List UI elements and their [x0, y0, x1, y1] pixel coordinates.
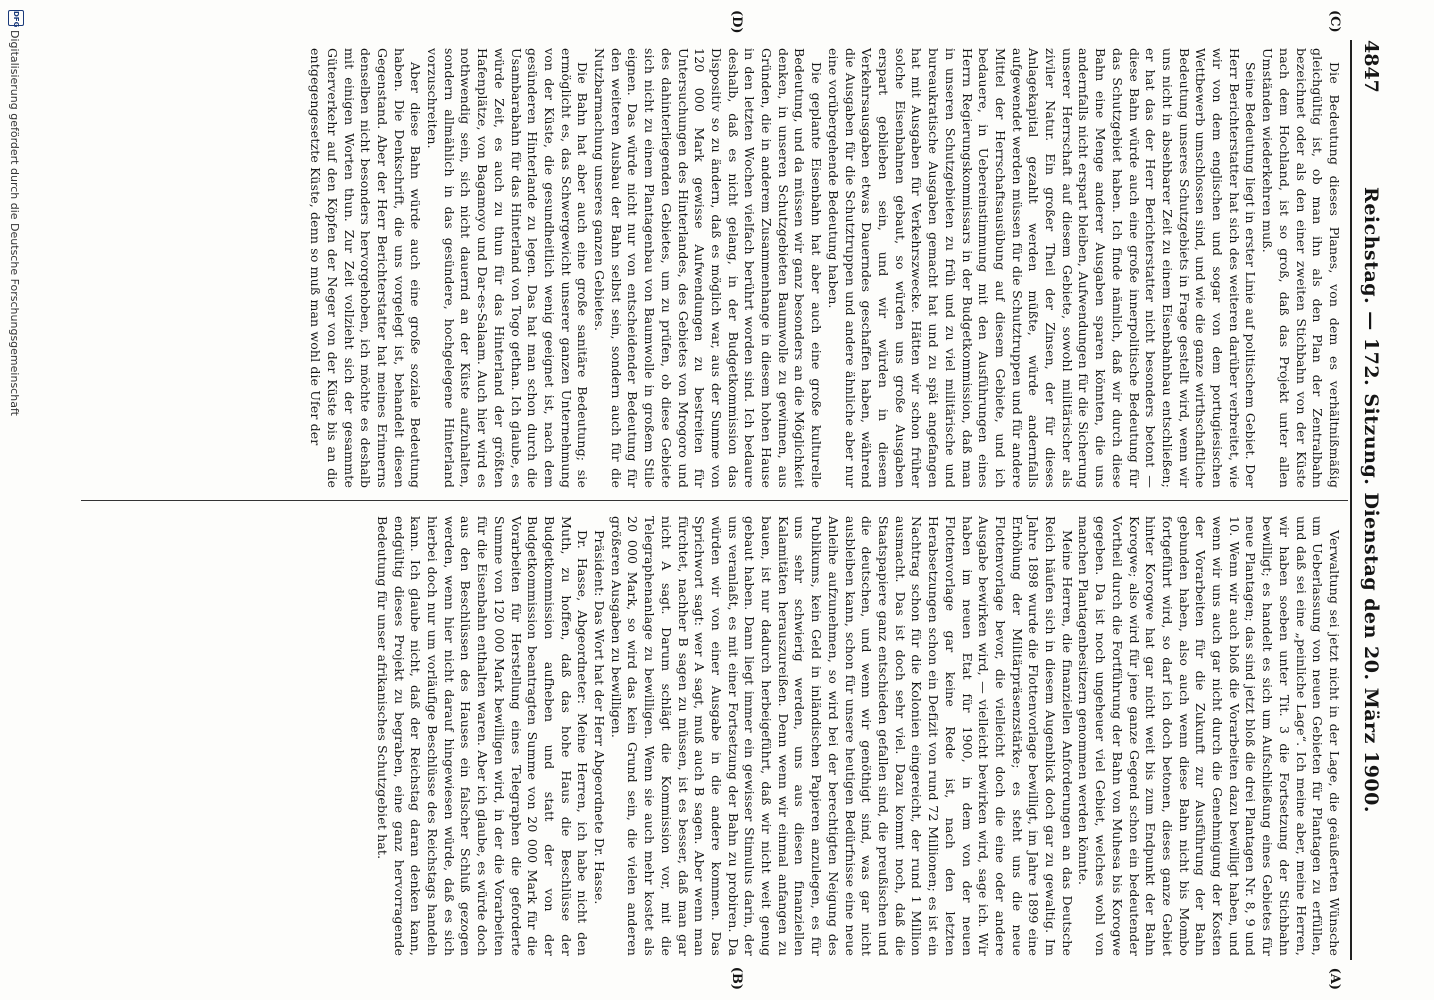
right-text-column	[306, 48, 1342, 488]
left-column-paragraph: Präsident: Das Wort hat der Herr Abgeordnete Dr. Hasse.	[592, 530, 608, 905]
column-divider	[81, 500, 1348, 501]
right-column-paragraph: Die Bedeutung dieses Planes, von dem es verhältnißmäßig gleichgültig ist, ob man ihn als den Plan der Zentralbahn bezeichnet oder als den einer zweiten Stichbahn von der Küste nach dem Hochland, ist so groß, daß das Projekt unter allen Umständen wiederkehren muß.	[1260, 48, 1342, 488]
left-text-column	[373, 516, 1342, 956]
margin-marker-a: (A)	[1327, 967, 1342, 990]
right-column-paragraph: Seine Bedeutung liegt in erster Linie auf politischem Gebiet. Der Herr Berichterstatter hat sich des weiteren darüber verbreitet, wie wir von dem englischen und sogar von dem portugiesischen Wettbewerb umschlossen sind, und wie die ganze wirthschaftliche Bedeutung unseres Schutzgebiets in Frage gestellt wird, wenn wir uns nicht in absehbarer Zeit zu einem Eisenbahnbau entschließen; er hat das der Herr Berichterstatter nicht besonders betont — diese Bahn würde auch eine große innerpolitische Bedeutung für das Schutzgebiet haben. Ich finde nämlich, daß wir durch diese Bahn eine Menge anderer Ausgaben sparen könnten, die uns andernfalls nicht erspart bleiben, Aufwendungen für die Sicherung unserer Herrschaft auf diesem Gebiete, sowohl militärischer als ziviler Natur. Ein großer Theil der Zinsen, der für dieses Anlagekapital gezahlt werden müßte, würde andernfalls aufgewendet werden müssen für die Schutztruppen und für andere Mittel der Herrschaftsausübung auf diesem Gebiete, und ich bedauere, in Uebereinstimmung mit den Ausführungen eines Herrn Regierungskommissars in der Budgetkommission, daß man in unseren Schutzgebieten zu früh und zu viel militärische und bureaukratische Ausgaben gemacht hat und zu spät angefangen hat mit Ausgaben für Verkehrszwecke. Hätten wir schon früher solche Eisenbahnen gebaut, so würden uns große Ausgaben erspart geblieben sein, und wir würden in diesem Verkehrsausgaben etwas Dauerndes geschaffen haben, während die Ausgaben für die Schutztruppen und andere ähnliche aber nur eine vorübergehende Bedeutung haben.	[825, 48, 1259, 488]
page-title: Reichstag. — 172. Sitzung. Dienstag den 20. März 1900.	[1360, 187, 1382, 813]
left-column-paragraph: Verwaltung sei jetzt nicht in der Lage, die geäußerten Wünsche um Ueberlassung von neuen Gebieten für Plantagen zu erfüllen, und daß sei eine „peinliche Lage“. Ich meine aber, meine Herren, wir haben soeben unter Tit. 3 die Fortsetzung der Stichbahn bewilligt; es handelt es sich um Aufschließung eines Gebietes für neue Plantagen; das sind jetzt bloß die drei Plantagen Nr. 8, 9 und 10. Wenn wir auch bloß die Vorarbeiten dazu bewilligt haben, und wenn wir uns auch gar nicht durch die Genehmigung der Kosten der Vorarbeiten für die Zukunft zur Ausführung der Bahn gebunden haben, also auch wenn diese Bahn nicht bis Mombo fortgeführt wird, so darf ich doch betonen, dieses ganze Gebiet hinter Korogwe hat gar nicht weit bis zum Endpunkt der Bahn Korogwe; also wird für jene ganze Gegend schon ein bedeutender Vortheil durch die Fortführung der Bahn von Muhesa bis Korogwe gegeben. Da ist noch ungeheuer viel Gebiet, welches wohl von manchen Plantagenbesitzern genommen werden könnte.	[1076, 516, 1342, 956]
left-column-paragraph: Dr. Hasse, Abgeordneter: Meine Herren, ich habe nicht den Muth, zu hoffen, daß das hohe Haus die Beschlüsse der Budgetkommission aufheben und statt der von der Budgetkommission beantragten Summe von 20 000 Mark für die Vorarbeiten für Herstellung eines Telegraphen die geforderte Summe von 120 000 Mark bewilligen wird, in der die Vorarbeiten für die Eisenbahn enthalten waren. Aber ich glaube, es würde doch aus den Beschlüssen des Hauses ein falscher Schluß gezogen werden, wenn hier nicht darauf hingewiesen würde, daß es sich hierbei doch nur um vorläufige Beschlüsse des Reichstags handeln kann. Ich glaube nicht, daß der Reichstag daran denken kann, endgültig dieses Projekt zu begraben, eine ganz hervorragende Bedeutung für unser afrikanisches Schutzgebiet hat.	[374, 516, 591, 956]
header-rule	[1350, 40, 1352, 960]
left-column-paragraph: Meine Herren, die finanziellen Anforderungen an das Deutsche Reich häufen sich in diesem Augenblick doch gar zu gewaltig. Im Jahre 1898 wurde die Flottenvorlage bewilligt, im Jahre 1899 eine Erhöhung der Militärpräsenzstärke; es steht uns die neue Flottenvorlage bevor, die vielleicht doch die eine oder andere Ausgabe bewirken wird, — vielleicht bewirken wird, sage ich. Wir haben im neuen Etat für 1900, in dem von der neuen Flottenvorlage gar keine Rede ist, nach den letzten Herabsetzungen schon ein Defizit von rund 72 Millionen; es ist ein Nachtrag schon für die Kolonien eingereicht, der rund 1 Million ausmacht. Das ist doch sehr viel. Dazu kommt noch, daß die Staatspapiere ganz entschieden gefallen sind, die preußischen und die deutschen, und wenn wir genöthigt sind, was gar nicht ausbleiben kann, schon für unsere heutigen Bedürfnisse eine neue Anleihe aufzunehmen, so wird bei der berechtigten Neigung des Publikums, kein Geld in inländischen Papieren anzulegen, es für uns sehr schwierig werden, uns aus diesen finanziellen Kalamitäten herauszureißen. Denn wenn wir einmal anfangen zu bauen, ist nur dadurch herbeigeführt, daß wir nicht weit genug gebaut haben. Dann liegt immer ein gewisser Stimulus darin, der uns veranlaßt, es mit einer Fortsetzung der Bahn zu probiren. Da würden wir von einer Ausgabe in die andere kommen. Das Sprichwort sagt: wer A sagt, muß auch B sagen. Aber wenn man fürchtet, nachher B sagen zu müssen, ist es besser, daß man gar nicht A sagt. Darum schlägt die Kommission vor, mit die Telegraphenanlage zu bewilligen. Wenn sie auch mehr kostet als 20 000 Mark, so wird das kein Grund sein, die vielen anderen größeren Ausgaben zu bewilligen.	[608, 516, 1075, 956]
margin-marker-b: (B)	[729, 966, 744, 990]
right-column-paragraph: Die geplante Eisenbahn hat aber auch eine große kulturelle Bedeutung, und da müssen wir ganz besonders an die Möglichkeit denken, in unseren Schutzgebieten Baumwolle zu gewinnen, aus Gründen, die in anderem Zusammenhange in diesem hohen Hause in den letzten Wochen vielfach berührt worden sind. Ich bedaure deshalb, daß es nicht gelang, in der Budgetkommission das Dispositiv so zu ändern, daß es möglich war, aus der Summe von 120 000 Mark gewisse Aufwendungen zu bestreiten für Untersuchungen des Hinterlandes, des Gebietes von Mrogoro und des dahinterliegenden Gebietes, um zu prüfen, ob diese Gebiete sich nicht zu einem Plantagenbau von Baumwolle in großem Stile eignen. Das würde nicht nur von entscheidender Bedeutung für den weiteren Ausbau der Bahn selbst sein, sondern auch für die Nutzbarmachung unseres ganzen Gebietes.	[592, 48, 825, 488]
right-column-paragraph: Aber diese Bahn würde auch eine große soziale Bedeutung haben. Die Denkschrift, die uns vorgelegt ist, behandelt diesen Gegenstand. Aber der Herr Berichterstatter hat meines Erinnerns denselben nicht besonders hervorgehoben, ich möchte es deshalb mit einigen Worten thun. Zur Zeit vollzieht sich der gesammte Güterverkehr auf den Köpfen der Neger von der Küste bis an die entgegengesetzte Küste, denn so muß man wohl die Ufer der	[308, 48, 424, 488]
margin-marker-d: (D)	[729, 10, 744, 34]
right-column-paragraph: Die Bahn hat aber auch eine große sanitäre Bedeutung; sie ermöglicht es, das Schwergewicht unserer ganzen Unternehmung von der Küste, die gesundheitlich wenig geeignet ist, nach dem gesünderen Hinterlande zu legen. Das hat man schon durch die Usambarabahn für das Hinterland von Togo gethan. Ich glaube, es würde Zeit, es auch zu thun für das Hinterland der größten Hafenplätze, von Bagamoyo und Dar-es-Salaam. Auch hier wird es nothwendig sein, sich nicht dauernd an der Küste aufzuhalten, sondern allmählich in das gesündere, hochgelegene Hinterland vorzuschreiten.	[425, 48, 591, 488]
page-number: 4847	[1360, 40, 1382, 93]
footer-credit: Digitalisierung gefördert durch die Deutsche Forschungsgemeinschaft	[8, 30, 21, 416]
dfg-logo-icon: DFG	[8, 10, 24, 26]
margin-marker-c: (C)	[1327, 10, 1342, 33]
page-header	[1356, 40, 1382, 960]
